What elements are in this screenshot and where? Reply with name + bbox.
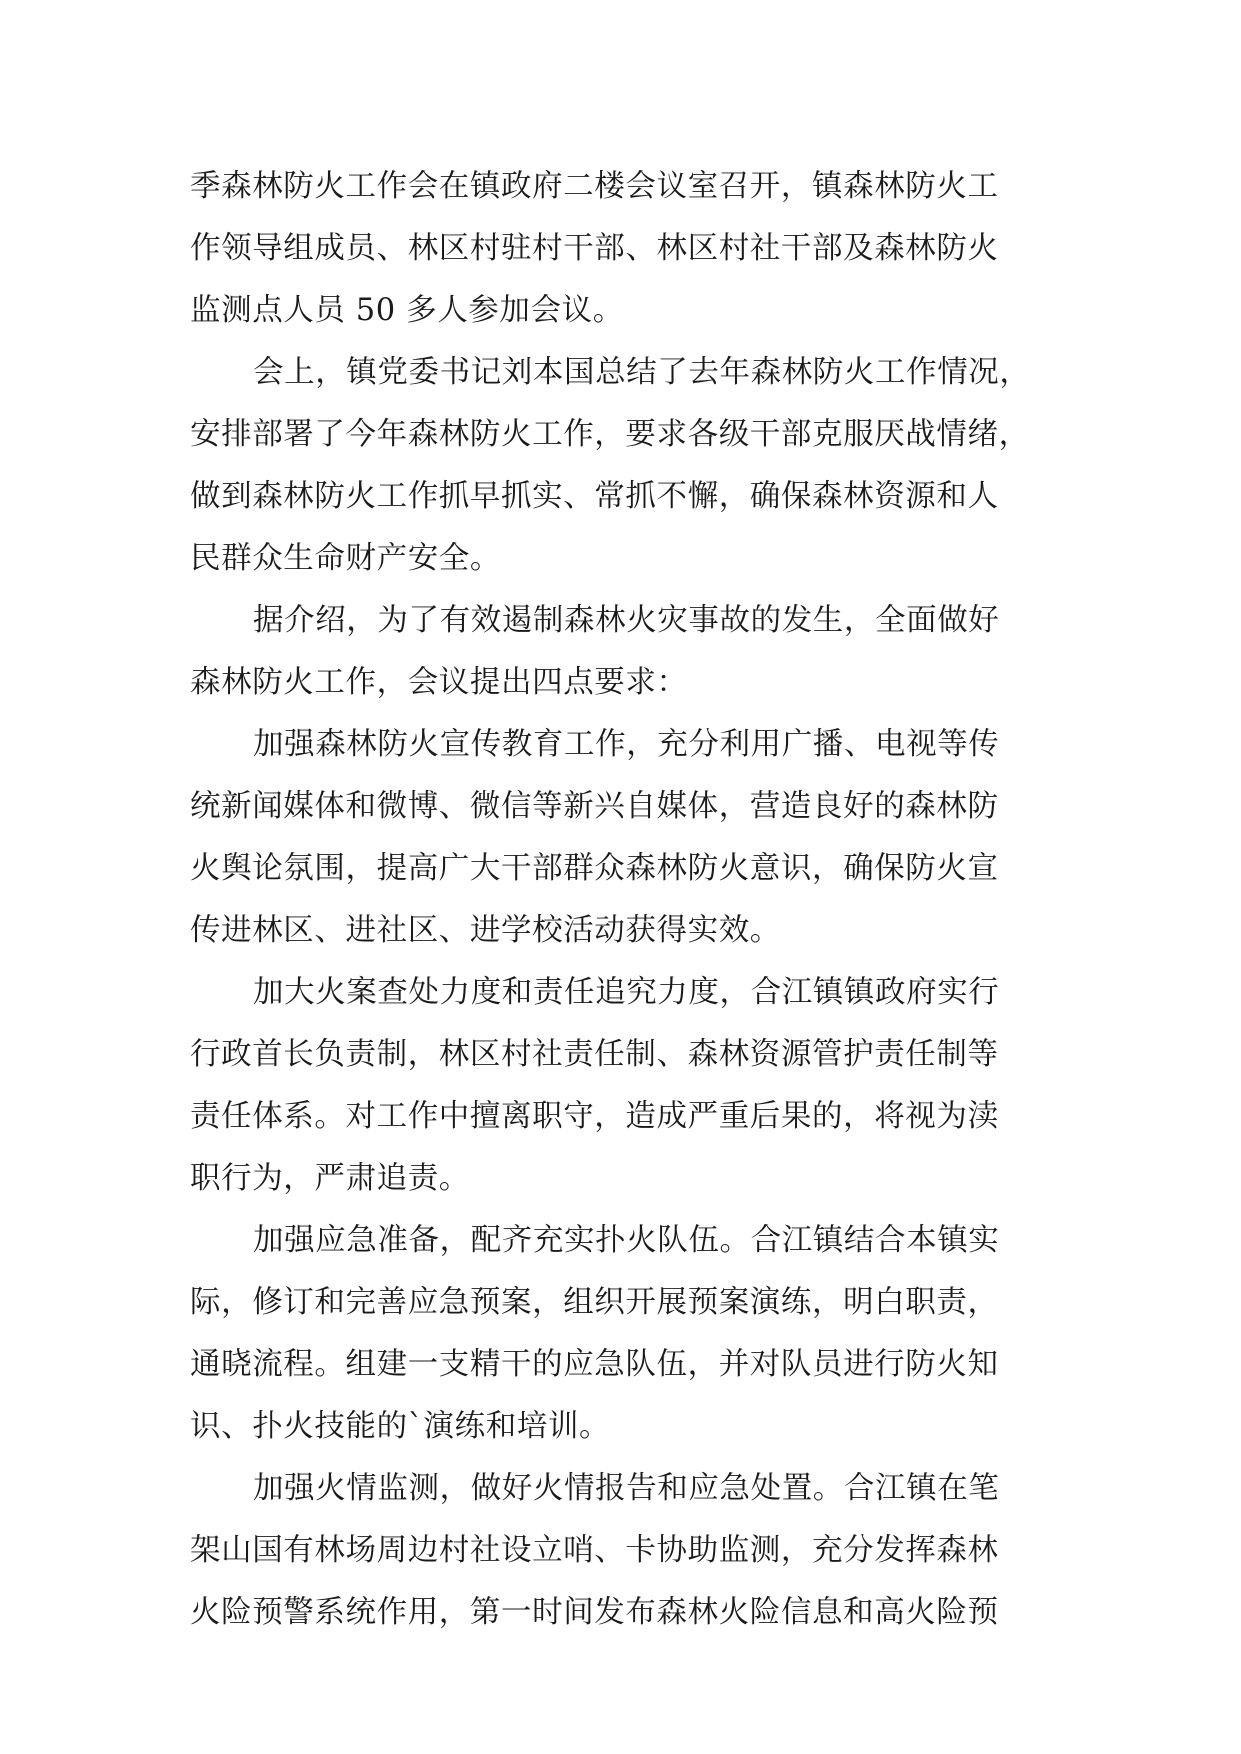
paragraph-start-line: 据介绍，为了有效遏制森林火灾事故的发生，全面做好 — [253, 603, 1000, 638]
text-line: 统新闻媒体和微博、微信等新兴自媒体，营造良好的森林防 — [190, 789, 999, 824]
paragraph-start-line: 加强森林防火宣传教育工作，充分利用广播、电视等传 — [253, 727, 1000, 762]
text-line: 责任体系。对工作中擅离职守，造成严重后果的，将视为渎 — [190, 1099, 999, 1134]
text-line: 火险预警系统作用，第一时间发布森林火险信息和高火险预 — [190, 1595, 999, 1630]
text-line: 作领导组成员、林区村驻村干部、林区村社干部及森林防火 — [190, 231, 999, 266]
paragraph-start-line: 加强应急准备，配齐充实扑火队伍。合江镇结合本镇实 — [253, 1223, 1000, 1258]
text-line: 民群众生命财产安全。 — [190, 541, 501, 576]
paragraph-start-line: 加强火情监测，做好火情报告和应急处置。合江镇在笔 — [253, 1471, 1000, 1506]
text-line: 行政首长负责制，林区村社责任制、森林资源管护责任制等 — [190, 1037, 999, 1072]
text-line: 做到森林防火工作抓早抓实、常抓不懈，确保森林资源和人 — [190, 479, 999, 514]
text-line: 安排部署了今年森林防火工作，要求各级干部克服厌战情绪， — [190, 417, 1030, 452]
paragraph-start-line: 会上，镇党委书记刘本国总结了去年森林防火工作情况， — [253, 355, 1031, 390]
text-line: 通晓流程。组建一支精干的应急队伍，并对队员进行防火知 — [190, 1347, 999, 1382]
text-line: 传进林区、进社区、进学校活动获得实效。 — [190, 913, 781, 948]
paragraph-start-line: 加大火案查处力度和责任追究力度，合江镇镇政府实行 — [253, 975, 1000, 1010]
text-line: 季森林防火工作会在镇政府二楼会议室召开，镇森林防火工 — [190, 169, 999, 204]
text-line: 识、扑火技能的`演练和培训。 — [190, 1409, 611, 1444]
text-line: 架山国有林场周边村社设立哨、卡协助监测，充分发挥森林 — [190, 1533, 999, 1568]
text-line: 森林防火工作，会议提出四点要求： — [190, 665, 688, 700]
text-line: 职行为，严肃追责。 — [190, 1161, 470, 1196]
text-line: 火舆论氛围，提高广大干部群众森林防火意识，确保防火宣 — [190, 851, 999, 886]
text-line: 际，修订和完善应急预案，组织开展预案演练，明白职责， — [190, 1285, 999, 1320]
text-line: 监测点人员 50 多人参加会议。 — [190, 293, 624, 328]
document-body — [190, 156, 1060, 1644]
